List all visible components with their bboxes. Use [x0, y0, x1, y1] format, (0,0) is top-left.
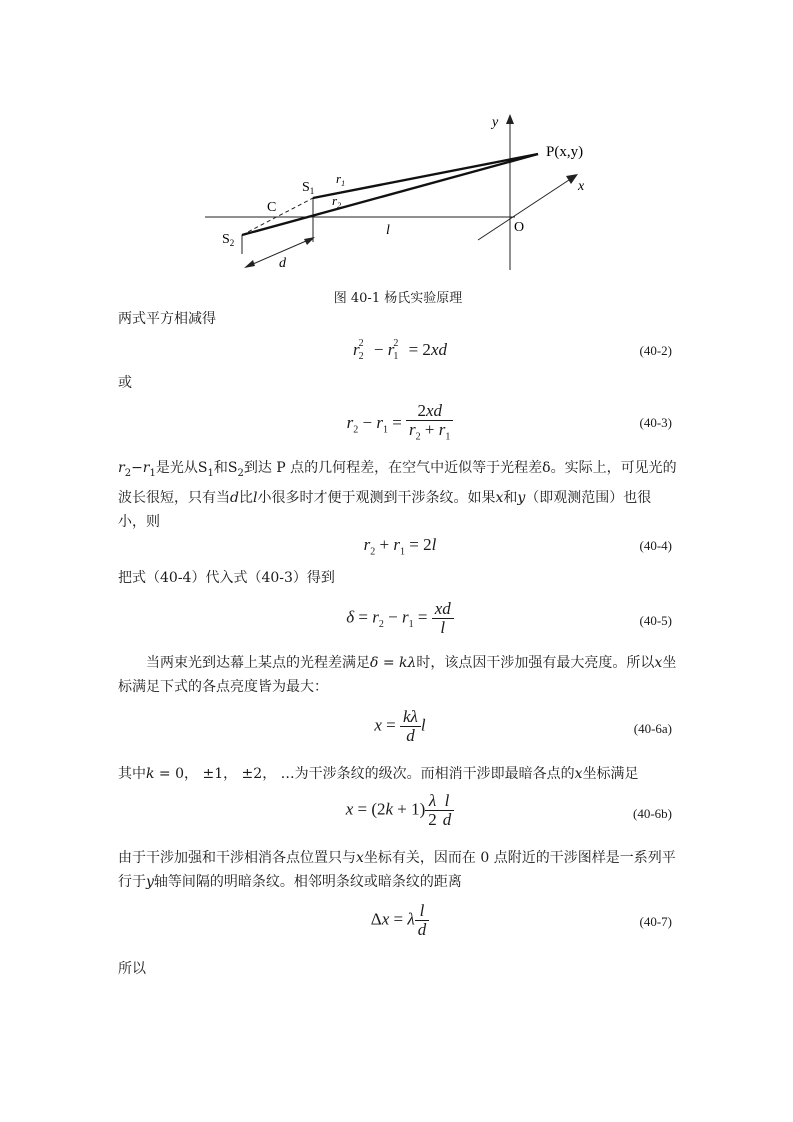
s2-label: $S_2$ — [222, 232, 235, 248]
equation-40-5: $\delta = r_2 - r_1$ = $\frac{xd}{l}$ — [300, 600, 500, 637]
equation-40-4: $r_2 + r_1 = 2l$ — [363, 535, 437, 558]
equation-number-40-6b: (40-6b) — [633, 806, 672, 821]
equation-number-40-5: (40-5) — [639, 613, 672, 628]
paragraph-fringe-pattern: 由于干涉加强和干涉相消各点位置只与x坐标有关，因而在 0 点附近的干涉图样是一系列平行于y轴等间隔的明暗条纹。相邻明条纹或暗条纹的距离 — [118, 850, 676, 890]
paragraph-dark-condition: 其中k = 0， ±1， ±2， …为干涉条纹的级次。而相消干涉即最暗各点的x坐标满足 — [118, 766, 639, 782]
c-label: C — [267, 200, 277, 215]
figure-caption: 图 40-1 杨氏实验原理 — [333, 291, 463, 306]
equation-number-40-7: (40-7) — [639, 914, 672, 929]
paragraph-path-difference: $r_2-r_1$是光从$S_1$和$S_2$到达 P 点的几何程差，在空气中近似等于光程差δ。实际上，可见光的波长很短，只有当d比l小很多时才便于观测到干涉条纹。如果x和y（即观测范围）也很小，则 — [118, 460, 677, 530]
equation-number-40-6a: (40-6a) — [633, 721, 672, 736]
equation-number-40-4: (40-4) — [639, 538, 672, 553]
d-arrow-left — [244, 260, 255, 268]
paragraph-therefore: 所以 — [118, 961, 146, 977]
l-label: l — [386, 223, 390, 238]
y-axis-arrow — [506, 114, 514, 124]
ray-r1 — [313, 154, 538, 198]
equation-40-3: $r_2 - r_1$ = $\frac{2xd}{r_2 + r_1}$ — [300, 402, 500, 446]
equation-40-2: $r_2^2 - r_1^2 = 2xd$ — [353, 338, 447, 363]
paragraph-or: 或 — [118, 375, 132, 391]
equation-40-6b: x = (2k + 1) $\frac{\lambda}{2}$ $\frac{l}{d}$ — [300, 792, 500, 829]
paragraph-subtract: 两式平方相减得 — [118, 311, 216, 327]
point-p-label: P(x,y) — [546, 144, 584, 160]
y-axis-label: y — [492, 115, 499, 130]
ray-r2 — [242, 154, 538, 235]
x-axis-arrow — [566, 174, 578, 184]
paragraph-bright-condition: 当两束光到达幕上某点的光程差满足δ = kλ时，该点因干涉加强有最大亮度。所以x坐标满足下式的各点亮度皆为最大： — [118, 655, 677, 695]
r2-label: $r_2$ — [332, 193, 342, 210]
x-axis — [478, 178, 572, 240]
equation-40-7: Δx = λ $\frac{l}{d}$ — [300, 902, 500, 939]
equation-number-40-2: (40-2) — [639, 343, 672, 358]
x-axis-label: x — [578, 179, 585, 194]
young-experiment-figure — [200, 110, 620, 280]
o-label: O — [514, 220, 525, 235]
equation-number-40-3: (40-3) — [639, 415, 672, 430]
s1-label: $S_1$ — [302, 180, 315, 196]
d-label: d — [279, 256, 286, 271]
r1-label: $r_1$ — [336, 171, 346, 188]
paragraph-substitute: 把式（40-4）代入式（40-3）得到 — [118, 570, 335, 586]
equation-40-6a: x = $\frac{k\lambda}{d}$ l — [374, 707, 426, 745]
